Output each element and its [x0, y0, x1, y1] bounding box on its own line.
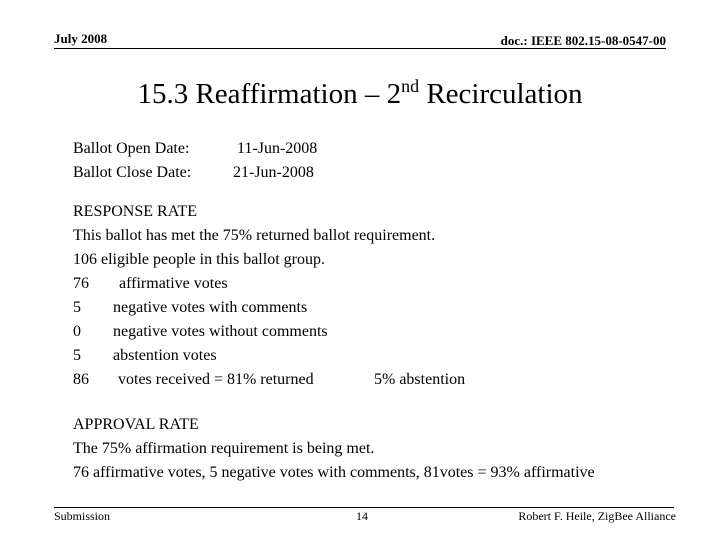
response-line: 106 eligible people in this ballot group. [73, 251, 325, 268]
ballot-open-label: Ballot Open Date: [73, 140, 190, 157]
ballot-open-value: 11-Jun-2008 [237, 140, 318, 157]
ballot-dates [73, 137, 317, 185]
title-superscript: nd [401, 76, 420, 96]
footer-author: Robert F. Heile, ZigBee Alliance [518, 509, 676, 523]
slide-title [0, 78, 720, 111]
page-number: 14 [356, 509, 368, 523]
ballot-close-row [73, 161, 317, 185]
approval-line: The 75% affirmation requirement is being met. [73, 440, 375, 457]
ballot-close-value: 21-Jun-2008 [233, 164, 314, 181]
count-text: abstention votes [113, 347, 217, 364]
header-divider [54, 48, 666, 49]
approval-rate-section [73, 413, 595, 485]
count-text: affirmative votes [119, 275, 228, 292]
count-number: 0 [73, 323, 81, 340]
count-number: 5 [73, 299, 81, 316]
count-text: negative votes with comments [113, 299, 308, 316]
total-number: 86 [73, 371, 89, 388]
count-number: 5 [73, 347, 81, 364]
count-row [73, 344, 465, 368]
footer-divider [54, 507, 674, 508]
total-text: votes received = 81% returned [118, 371, 314, 388]
count-row [73, 296, 465, 320]
ballot-open-row [73, 137, 317, 161]
approval-rate-heading: APPROVAL RATE [73, 416, 199, 433]
count-text: negative votes without comments [113, 323, 328, 340]
title-prefix: 15.3 Reaffirmation – 2 [137, 78, 402, 110]
response-rate-heading: RESPONSE RATE [73, 203, 198, 220]
total-row [73, 368, 465, 392]
count-number: 76 [73, 275, 89, 292]
approval-line: 76 affirmative votes, 5 negative votes with comments, 81votes = 93% affirmative [73, 464, 595, 481]
response-line: This ballot has met the 75% returned ballot requirement. [73, 227, 436, 244]
response-rate-section [73, 200, 465, 392]
header-doc-id: doc.: IEEE 802.15-08-0547-00 [500, 33, 666, 48]
footer-submission: Submission [54, 509, 111, 523]
header-date: July 2008 [54, 31, 108, 46]
ballot-close-label: Ballot Close Date: [73, 164, 192, 181]
count-row [73, 272, 465, 296]
count-row [73, 320, 465, 344]
abstention-percent: 5% abstention [374, 371, 466, 388]
title-suffix: Recirculation [419, 78, 583, 110]
